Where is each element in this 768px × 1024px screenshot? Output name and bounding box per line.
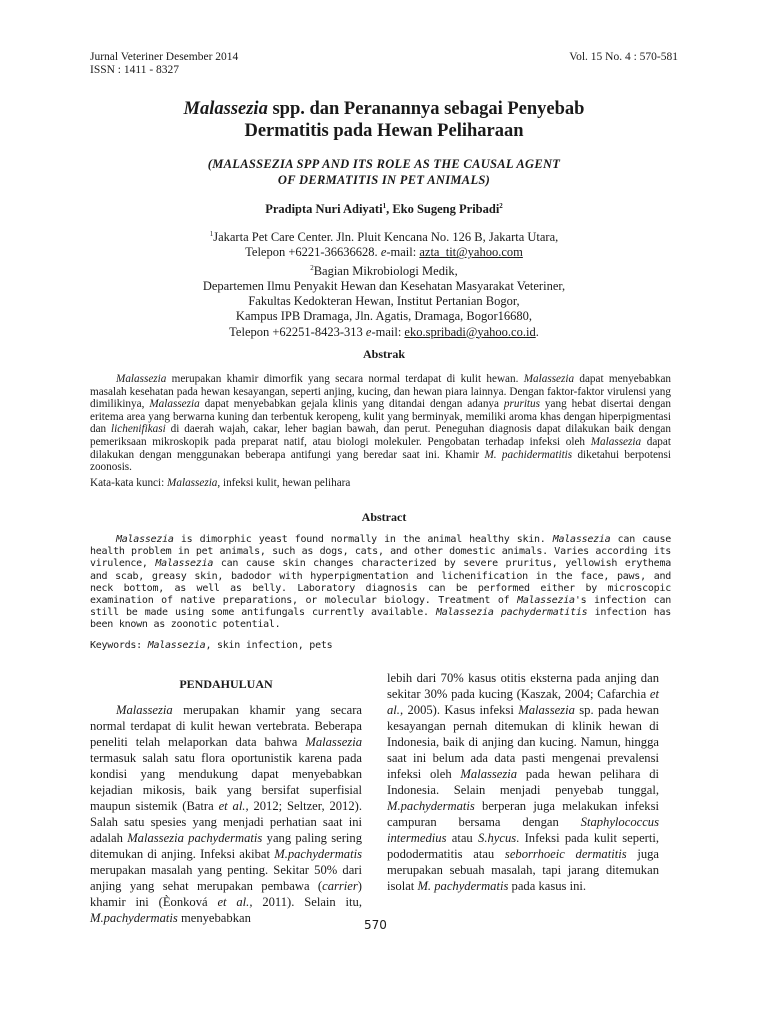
right-t17: pada kasus ini. xyxy=(508,879,587,893)
abstract-body xyxy=(90,534,671,632)
abstract-t4: can cause health problem in pet animals, such as dogs, cats, and other domestic animals. Varies according its virulence, xyxy=(90,534,671,570)
affil-2-line1: Bagian Mikrobiologi Medik, xyxy=(313,263,458,278)
abstrak-t7: pruritus xyxy=(503,398,540,411)
left-t8: yang paling sering ditemukan di anjing. Infeksi akibat xyxy=(90,831,363,861)
left-t10: merupakan masalah yang penting. Sekitar 50% dari anjing yang sehat merupakan pembawa ( xyxy=(90,863,362,893)
author-2: , Eko Sugeng Pribadi xyxy=(386,202,500,217)
abstrak-t3: Malassezia xyxy=(523,373,575,385)
page-number: 570 xyxy=(364,918,387,932)
abstrak-t4: dapat menyebabkan masalah kesehatan pada hewan kesayangan, seperti anjing, kucing, dan hewan piara lainnya. Dengan faktor-faktor virulensi yang dimilikinya, xyxy=(90,373,672,411)
abstrak-body xyxy=(90,373,671,474)
left-t12: ) khamir ini (Èonková xyxy=(90,879,362,909)
right-t11: atau xyxy=(446,831,479,845)
title-line2: Dermatitis pada Hewan Peliharaan xyxy=(244,121,524,141)
affil-2-phone: Telepon +62251-8423-313 xyxy=(229,324,366,339)
left-t15: M.pachydermatis xyxy=(90,911,178,925)
right-t13: . Infeksi pada kulit seperti, pododermatitis atau xyxy=(387,831,660,861)
left-t13: et al., xyxy=(217,895,253,909)
left-t2: merupakan khamir yang secara normal terdapat di kulit hewan vertebrata. Beberapa peneliti telah melaporkan data bahwa xyxy=(90,703,362,749)
title-genus: Malassezia xyxy=(183,99,268,119)
abstract-t6: can cause skin changes characterized by severe pruritus, yellowish erythema and scab, greasy skin, badodor with hyperpigmentation and lichenification in the face, paws, and neck bottom, as well as belly. Laboratory diagnosis can be performed either by microscopic examination of native preparations, or molecular biology. Treatment of xyxy=(90,558,671,607)
left-t7: Malassezia pachydermatis xyxy=(127,831,263,845)
left-t1: Malassezia xyxy=(116,703,173,717)
right-t7: pada hewan pelihara di Indonesia. Selain menjadi penyebab tunggal, xyxy=(387,767,659,797)
abstract-heading: Abstract xyxy=(361,510,407,524)
keywords-rest: , skin infection, pets xyxy=(205,640,333,651)
keywords xyxy=(90,640,332,651)
affil-1-phone: Telepon +6221-36636628. xyxy=(245,245,381,260)
affil-2-line3: Fakultas Kedokteran Hewan, Institut Pertanian Bogor, xyxy=(248,294,520,309)
affil-2-line4: Kampus IPB Dramaga, Jln. Agatis, Dramaga, Bogor16680, xyxy=(235,309,533,324)
english-title xyxy=(110,156,658,188)
abstract-t1: Malassezia xyxy=(116,534,174,545)
author-1-sup: 1 xyxy=(382,202,387,210)
right-t9: berperan juga melakukan infeksi campuran bersama dengan xyxy=(387,799,659,829)
affil-2-line2: Departemen Ilmu Penyakit Hewan dan Kesehatan Masyarakat Veteriner, xyxy=(202,278,566,293)
affil-2-sup: 2 xyxy=(310,263,314,272)
right-t10: Staphylococcus intermedius xyxy=(387,815,659,845)
abstrak-t2: merupakan khamir dimorfik yang secara normal terdapat di kulit hewan. xyxy=(166,373,524,385)
affil-1-sup: 1 xyxy=(209,230,214,238)
left-t16: menyebabkan xyxy=(177,911,251,925)
volume-info: Vol. 15 No. 4 : 570-581 xyxy=(569,51,678,63)
affil-2-end: . xyxy=(535,324,539,339)
title-line1: spp. dan Peranannya sebagai Penyebab xyxy=(267,99,585,119)
left-t4: termasuk salah satu flora oportunistik karena pada kondisi yang mendukung dapat menyebabkan kejadian mikosis, baik yang bersifat superfisial maupun sistemik (Batra xyxy=(90,751,362,813)
right-t14: seborrhoeic dermatitis xyxy=(504,847,627,861)
section-heading-pendahuluan: PENDAHULUAN xyxy=(179,677,273,691)
affiliations xyxy=(90,227,678,340)
right-t3: 2005). Kasus infeksi xyxy=(403,703,519,717)
abstrak-t1: Malassezia xyxy=(116,373,167,385)
abstrak-t12: dapat dilakukan dengan menggunakan beberapa antifungi yang beredar saat ini. Khamir xyxy=(90,435,671,461)
right-t15: juga merupakan sebuah masalah, tapi jarang ditemukan isolat xyxy=(387,847,659,893)
issn: ISSN : 1411 - 8327 xyxy=(90,64,180,76)
abstract-t2: is dimorphic yeast found normally in the animal healthy skin. xyxy=(173,534,553,545)
kata-kunci-genus: Malassezia xyxy=(167,477,218,489)
right-t16: M. pachydermatis xyxy=(417,879,509,893)
keywords-label: Keywords: xyxy=(90,640,148,651)
body-left-column xyxy=(90,702,362,926)
email-label: e xyxy=(380,245,387,260)
english-title-line1: (MALASSEZIA SPP AND ITS ROLE AS THE CAUSAL AGENT xyxy=(207,157,561,171)
left-t6: 2012; Seltzer, 2012). Salah satu spesies yang menjadi perhatian saat ini adalah xyxy=(90,799,362,845)
abstrak-t8: yang hebat disertai dengan eritema area yang berwarna kuning dan terbentuk keropeng, kulit yang berminyak, memiliki aroma khas dengan hiperpigmentasi dan xyxy=(90,398,671,436)
abstrak-t13: M. pachidermatitis xyxy=(484,448,573,461)
abstract-t3: Malassezia xyxy=(552,534,611,545)
running-header-left xyxy=(90,51,238,77)
left-t11: carrier xyxy=(322,879,358,893)
right-t6: Malassezia xyxy=(460,767,518,781)
left-t9: M.pachydermatis xyxy=(274,847,362,861)
email-label-rest: -mail: xyxy=(386,245,420,260)
body-right-column xyxy=(387,670,659,894)
affil-1-line1: Jakarta Pet Care Center. Jln. Pluit Kencana No. 126 B, Jakarta Utara, xyxy=(213,230,559,245)
author-1: Pradipta Nuri Adiyati xyxy=(265,202,383,217)
email-link-2[interactable]: eko.spribadi@yahoo.co.id xyxy=(404,324,536,339)
abstract-t9: Malassezia pachydermatitis xyxy=(435,607,588,619)
abstract-t8: 's infection can still be made using some antifungals currently available. xyxy=(90,595,672,619)
journal-name: Jurnal Veteriner Desember 2014 xyxy=(90,51,239,63)
right-t2: et al., xyxy=(387,687,659,717)
kata-kunci-label: Kata-kata kunci: xyxy=(90,477,168,489)
keywords-genus: Malassezia xyxy=(147,640,206,651)
abstrak-heading: Abstrak xyxy=(362,347,405,361)
article-title xyxy=(90,98,678,142)
abstrak-t14: diketahui berpotensi zoonosis. xyxy=(90,448,671,474)
left-t3: Malassezia xyxy=(305,735,362,749)
left-t14: 2011). Selain itu, xyxy=(252,895,362,909)
abstract-t7: Malassezia xyxy=(517,595,575,607)
right-t4: Malassezia xyxy=(518,703,575,717)
right-t5: sp. pada hewan kesayangan pernah ditemukan di klinik hewan di Indonesia, baik di anjing dan kucing. Namun, hingga saat ini belum ada data pasti mengenai prevalensi infeksi oleh xyxy=(387,703,659,781)
email-label-2-rest: -mail: xyxy=(371,324,405,339)
left-t5: et al., xyxy=(218,799,249,813)
abstrak-t10: di daerah wajah, cakar, leher bagian bawah, dan perut. Peneguhan diagnosis dapat dilakukan baik dengan pemeriksaan mikroskopik pada preparat natif, atau biologi molekuler. Pengobatan terhadap infeksi oleh xyxy=(90,423,671,448)
authors xyxy=(90,202,678,217)
kata-kunci xyxy=(90,477,350,489)
email-label-2: e xyxy=(365,324,372,339)
abstrak-t9: lichenifikasi xyxy=(111,423,166,436)
abstrak-t6: dapat menyebabkan gejala klinis yang ditandai dengan adanya xyxy=(199,398,504,411)
abstrak-t11: Malassezia xyxy=(590,435,642,448)
email-link-1[interactable]: azta_tit@yahoo.com xyxy=(419,245,523,260)
right-t1: lebih dari 70% kasus otitis eksterna pada anjing dan sekitar 30% pada kucing (Kaszak, 2004; Cafarchia xyxy=(387,671,659,701)
kata-kunci-rest: , infeksi kulit, hewan pelihara xyxy=(217,477,351,489)
author-2-sup: 2 xyxy=(499,202,503,210)
abstract-t10: infection has been known as zoonotic potential. xyxy=(90,607,671,631)
right-t12: S.hycus xyxy=(478,831,517,845)
english-title-line2: OF DERMATITIS IN PET ANIMALS) xyxy=(277,173,491,187)
abstrak-t5: Malassezia xyxy=(149,398,200,411)
abstract-t5: Malassezia xyxy=(155,558,214,570)
right-t8: M.pachydermatis xyxy=(387,799,475,813)
